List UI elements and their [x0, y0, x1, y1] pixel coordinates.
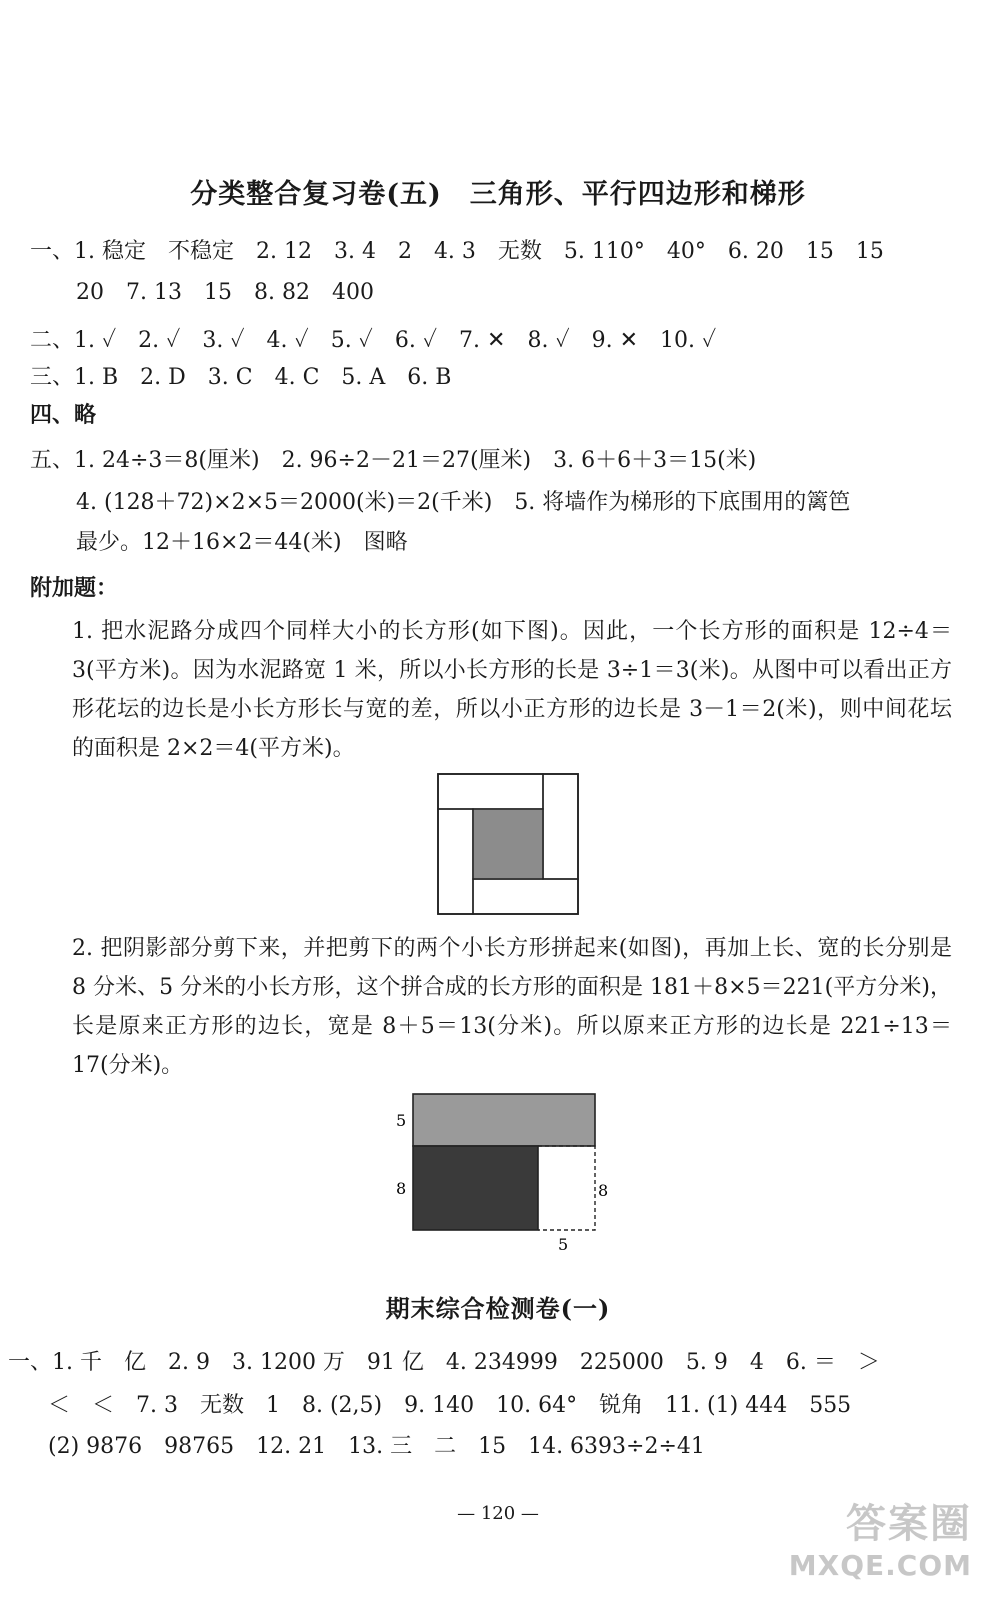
- section1-q1-line2: 20 7. 13 15 8. 82 400: [76, 280, 374, 305]
- section1-q5-line2: 4. (128＋72)×2×5＝2000(米)＝2(千米) 5. 将墙作为梯形的下底围用的篱笆: [76, 490, 851, 515]
- dashed-small-rect: [538, 1146, 595, 1230]
- dark-rect: [413, 1146, 538, 1230]
- section2-title: 期末综合检测卷(一): [385, 1294, 611, 1323]
- section2-line1: 一、1. 千 亿 2. 9 3. 1200 万 91 亿 4. 234999 225000 5. 9 4 6. ＝ ＞: [8, 1350, 880, 1375]
- watermark-logo-text: 答案圈: [846, 1501, 972, 1547]
- label-5-left: 5: [396, 1111, 407, 1130]
- extra-question-1: 1. 把水泥路分成四个同样大小的长方形(如下图)。因此，一个长方形的面积是 12÷4＝3(平方米)。因为水泥路宽 1 米，所以小长方形的长是 3÷1＝3(米)。从图中可以看出正方形花坛的边长是小长方形长与宽的差，所以小正方形的边长是 3－1＝2(米)，则中间花坛的面积是 2×2＝4(平方米)。: [72, 619, 952, 761]
- section1-q5-line1: 五、1. 24÷3＝8(厘米) 2. 96÷2－21＝27(厘米) 3. 6＋6＋3＝15(米): [30, 448, 757, 473]
- section1-q3: 三、1. B 2. D 3. C 4. C 5. A 6. B: [30, 365, 452, 390]
- figure-path-and-flowerbed: [437, 773, 579, 915]
- section1-title: 分类整合复习卷(五) 三角形、平行四边形和梯形: [190, 179, 806, 210]
- section1-q2: 二、1. ✓ 2. ✓ 3. ✓ 4. ✓ 5. ✓ 6. ✓ 7. ✕ 8. ✓ 9. ✕ 10. ✓: [30, 328, 717, 353]
- section2-line2: ＜ ＜ 7. 3 无数 1 8. (2,5) 9. 140 10. 64° 锐角 11. (1) 444 555: [48, 1393, 852, 1418]
- watermark: [789, 1492, 972, 1582]
- section1-q1-line1: 一、1. 稳定 不稳定 2. 12 3. 4 2 4. 3 无数 5. 110° 40° 6. 20 15 15: [30, 239, 884, 264]
- section1-q4: 四、略: [30, 402, 97, 428]
- label-8-left: 8: [396, 1179, 407, 1198]
- flowerbed-shaded: [473, 809, 543, 879]
- label-5-bottom: 5: [558, 1235, 569, 1254]
- section2-line3: (2) 9876 98765 12. 21 13. 三 二 15 14. 6393÷2÷41: [48, 1434, 705, 1459]
- top-shaded-rect: [413, 1094, 595, 1146]
- page-number: — 120 —: [457, 1503, 539, 1524]
- extra-question-2: 2. 把阴影部分剪下来，并把剪下的两个小长方形拼起来(如图)，再加上长、宽的长分别是 8 分米、5 分米的小长方形，这个拼合成的长方形的面积是 181＋8×5＝221(平方分米)，长是原来正方形的边长，宽是 8＋5＝13(分米)。所以原来正方形的边长是 221÷13＝17(分米)。: [72, 936, 952, 1078]
- section1-q5-line3: 最少。12＋16×2＝44(米) 图略: [76, 530, 408, 555]
- extra-heading: 附加题：: [30, 575, 119, 601]
- watermark-url: MXQE.COM: [788, 1549, 972, 1582]
- figure-rectangles: [386, 1090, 626, 1260]
- label-8-right: 8: [598, 1181, 609, 1200]
